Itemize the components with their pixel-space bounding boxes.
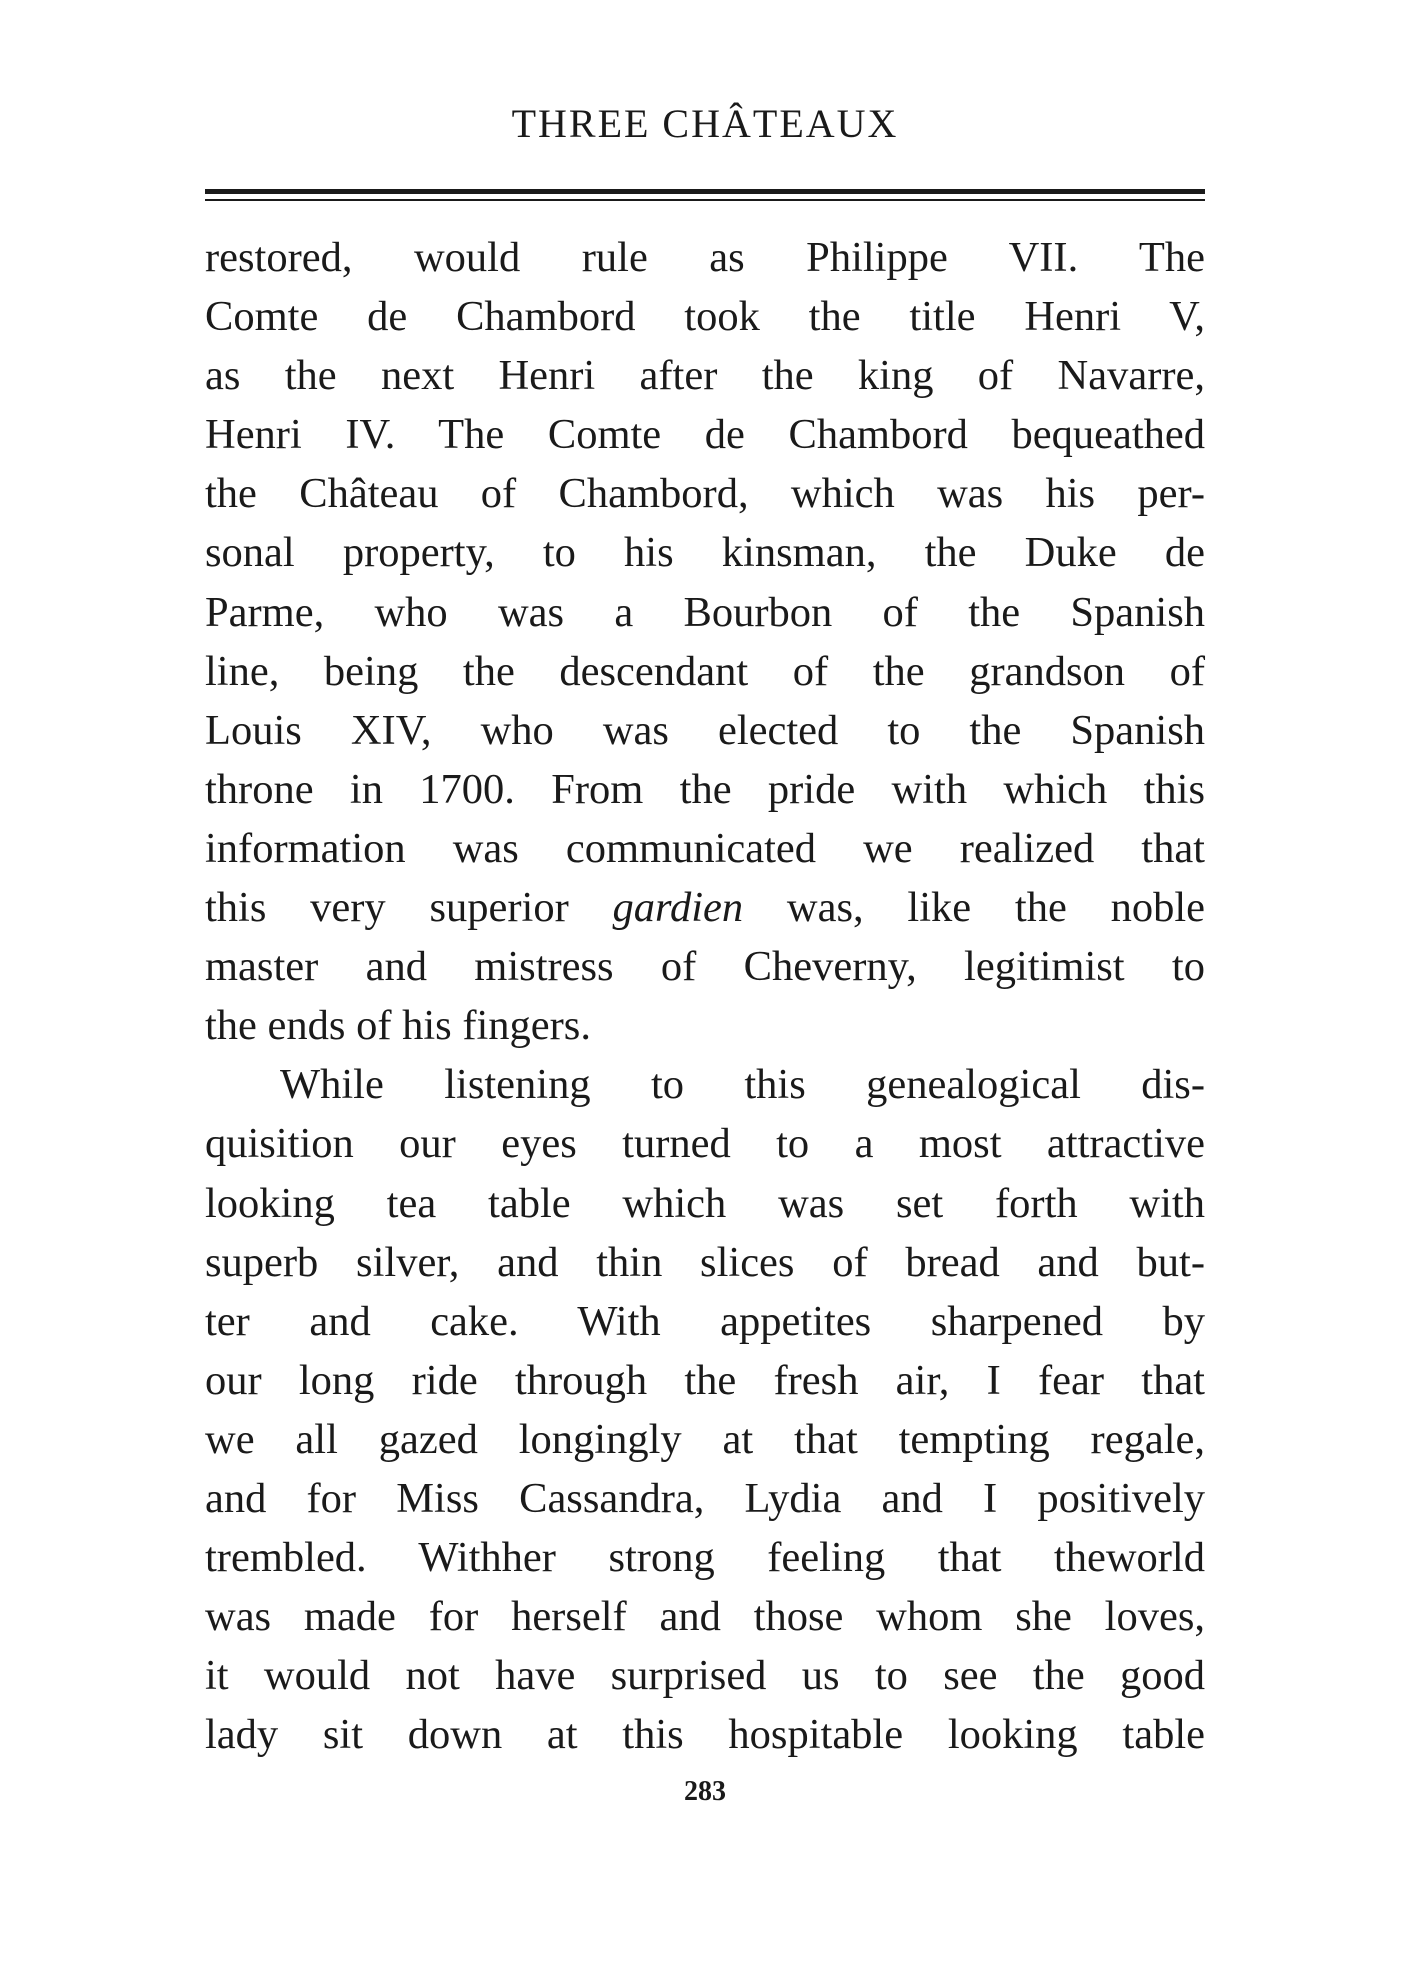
text-line: Comte de Chambord took the title Henri V, — [205, 293, 1205, 341]
text-line: the Château of Chambord, which was his per- — [205, 470, 1205, 518]
text-line: Parme, who was a Bourbon of the Spanish — [205, 588, 1205, 636]
text-line: restored, would rule as Philippe VII. The — [205, 234, 1205, 281]
text-line: our long ride through the fresh air, I fear that — [205, 1356, 1205, 1404]
text-line: and for Miss Cassandra, Lydia and I positively — [205, 1474, 1205, 1522]
text-line: as the next Henri after the king of Navarre, — [205, 352, 1205, 400]
text-segment: this very superior — [205, 884, 613, 932]
text-line: superb silver, and thin slices of bread and but- — [205, 1238, 1205, 1286]
text-line: the ends of his fingers. — [205, 1002, 591, 1050]
text-line: Henri IV. The Comte de Chambord bequeathed — [205, 411, 1205, 459]
italic-word: gardien — [612, 884, 744, 932]
text-line: line, being the descendant of the grandson of — [205, 647, 1205, 695]
text-line: Louis XIV, who was elected to the Spanish — [205, 706, 1205, 754]
text-line: we all gazed longingly at that tempting regale, — [205, 1415, 1205, 1463]
header-rule-thin — [205, 199, 1205, 201]
text-segment: was, like the noble — [743, 884, 1205, 932]
text-line: trembled. Withher strong feeling that theworld — [205, 1534, 1205, 1582]
header-rule-thick — [205, 189, 1205, 194]
text-line: master and mistress of Cheverny, legitimist to — [205, 943, 1205, 991]
page-number: 283 — [684, 1776, 726, 1807]
text-line: information was communicated we realized that — [205, 824, 1205, 872]
running-title: THREE CHÂTEAUX — [511, 101, 899, 146]
text-line: throne in 1700. From the pride with which this — [205, 765, 1205, 813]
body-text — [205, 228, 1205, 1764]
text-line: While listening to this genealogical dis- — [280, 1061, 1205, 1109]
text-line-with-italic — [205, 878, 1205, 937]
paragraph-1 — [205, 228, 1205, 1055]
text-line: it would not have surprised us to see the good — [205, 1652, 1205, 1700]
text-line: was made for herself and those whom she loves, — [205, 1593, 1205, 1641]
text-line: lady sit down at this hospitable looking table — [205, 1711, 1205, 1759]
text-line: sonal property, to his kinsman, the Duke de — [205, 529, 1205, 577]
paragraph-2 — [205, 1055, 1205, 1764]
text-line: quisition our eyes turned to a most attractive — [205, 1120, 1205, 1168]
text-line: ter and cake. With appetites sharpened by — [205, 1297, 1205, 1345]
text-line: looking tea table which was set forth with — [205, 1179, 1205, 1227]
